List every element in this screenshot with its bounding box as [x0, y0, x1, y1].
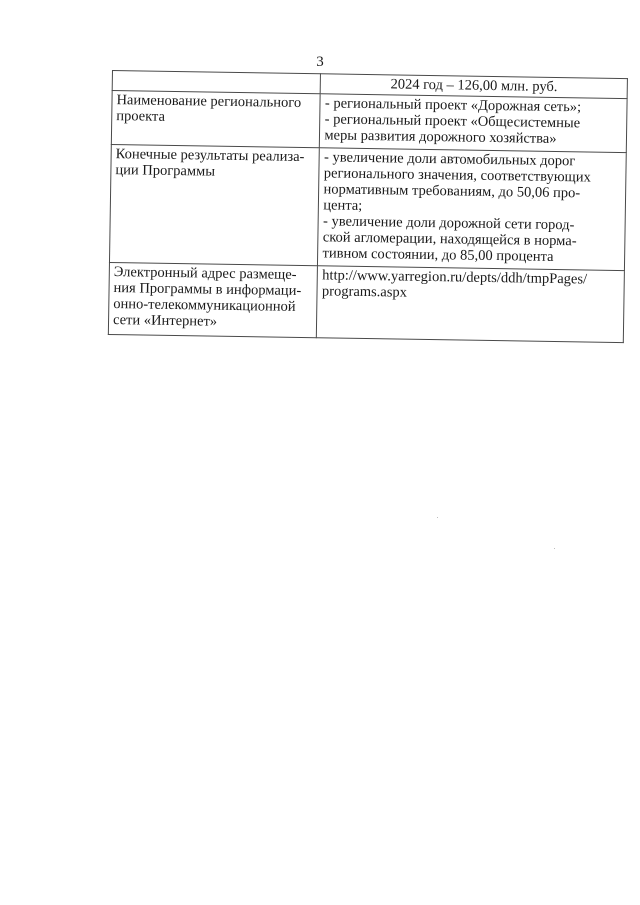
web-address-url-line: http://www.yarregion.ru/depts/ddh/tmpPages/	[322, 267, 588, 288]
final-results-value-line: - увеличение доли дорожной сети город-	[322, 213, 575, 234]
web-address-label-line: Электронный адрес размеще-	[113, 264, 297, 283]
final-results-value-line: ской агломерации, находящейся в норма-	[322, 229, 577, 250]
web-address-label-line: онно-телекоммуникационной	[113, 296, 296, 315]
final-results-value-cell	[318, 148, 626, 271]
web-address-label-line: сети «Интернет»	[112, 312, 218, 330]
regional-project-label-line: Наименование регионального	[116, 92, 302, 111]
funding-value: 2024 год – 126,00 млн. руб.	[390, 76, 558, 95]
table-row-final-results	[109, 144, 626, 270]
regional-project-label-cell	[111, 91, 320, 148]
final-results-value-line: - увеличение доли автомобильных дорог	[323, 149, 576, 170]
program-passport-table	[108, 70, 628, 343]
regional-project-value-line: меры развития дорожного хозяйства»	[324, 127, 557, 147]
final-results-label-line: Конечные результаты реализа-	[115, 146, 305, 166]
regional-project-value-line: - региональный проект «Общесистемные	[324, 111, 581, 132]
regional-project-value-cell	[320, 94, 627, 153]
final-results-value-line: цента;	[323, 197, 363, 214]
final-results-value-line: тивном состоянии, до 85,00 процента	[322, 245, 554, 265]
table-row-regional-project	[111, 91, 627, 153]
web-address-url-line: programs.aspx	[321, 283, 408, 301]
table-row-web-address	[108, 262, 624, 342]
final-results-label-line: ции Программы	[115, 162, 216, 180]
final-results-value-line: нормативным требованиям, до 50,06 про-	[323, 181, 581, 202]
web-address-label-cell	[108, 262, 318, 337]
regional-project-label-line: проекта	[116, 108, 166, 125]
final-results-value-line: регионального значения, соответствующих	[323, 165, 591, 186]
scan-speck	[554, 548, 555, 549]
scan-speck	[437, 517, 438, 518]
final-results-label-cell	[109, 144, 319, 265]
web-address-label-line: ния Программы в информаци-	[113, 280, 302, 299]
web-address-value-cell	[317, 266, 625, 343]
regional-project-value-line: - региональный проект «Дорожная сеть»;	[324, 95, 582, 116]
page-number: 3	[316, 54, 324, 70]
